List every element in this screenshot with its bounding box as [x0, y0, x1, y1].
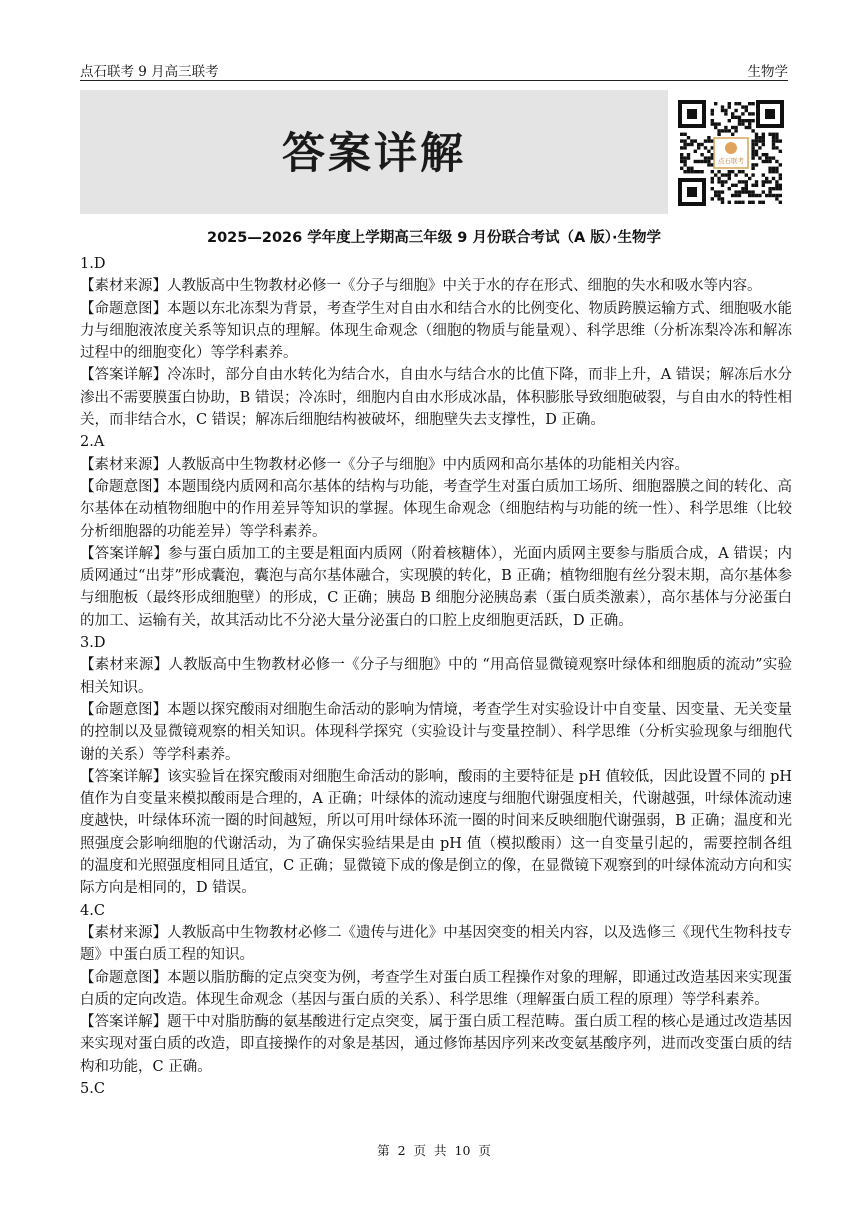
question-number: 1.D: [80, 256, 106, 272]
question-4: [80, 900, 792, 1078]
answer-explanation: 【答案详解】题干中对脂肪酶的氨基酸进行定点突变，属于蛋白质工程范畴。蛋白质工程的核心是通过改造基因来实现对蛋白质的改造，即直接操作的对象是基因，通过修饰基因序列来改变氨基酸序列，进而改变蛋白质的结构和功能，C 正确。: [80, 1014, 792, 1075]
answer-explanation: 【答案详解】参与蛋白质加工的主要是粗面内质网（附着核糖体），光面内质网主要参与脂质合成，A 错误；内质网通过“出芽”形成囊泡，囊泡与高尔基体融合，实现膜的转化，B 正确；植物细胞有丝分裂末期，高尔基体参与细胞板（最终形成细胞壁）的形成，C 正确；胰岛 B 细胞分泌胰岛素（蛋白质类激素），高尔基体与分泌蛋白的加工、运输有关，故其活动比不分泌大量分泌蛋白的口腔上皮细胞更活跃，D 正确。: [80, 545, 792, 629]
question-number: 5.C: [80, 1080, 105, 1097]
material-source: 【素材来源】人教版高中生物教材必修一《分子与细胞》中内质网和高尔基体的功能相关内容。: [80, 456, 689, 473]
qr-logo-text: 点石联考: [718, 157, 744, 165]
page-footer: [0, 1141, 868, 1159]
footer-label: 共: [434, 1143, 447, 1158]
question-1: [80, 253, 792, 431]
answer-explanation: 【答案详解】冷冻时，部分自由水转化为结合水，自由水与结合水的比值下降，而非上升，A 错误；解冻后水分渗出不需要膜蛋白协助，B 错误；冷冻时，细胞内自由水形成冰晶，体积膨胀导致细胞破裂，与自由水的特性相关，而非结合水，C 错误；解冻后细胞结构被破坏，细胞壁失去支撑性，D 正确。: [80, 367, 792, 429]
footer-label: 第: [377, 1143, 390, 1158]
header-subject: 生物学: [747, 64, 788, 80]
material-source: 【素材来源】人教版高中生物教材必修一《分子与细胞》中关于水的存在形式、细胞的失水和吸水等内容。: [80, 278, 762, 295]
question-5: [80, 1078, 792, 1100]
question-number: 3.D: [80, 635, 106, 652]
footer-page-number: 2: [397, 1143, 406, 1158]
material-source: 【素材来源】人教版高中生物教材必修一《分子与细胞》中的 “用高倍显微镜观察叶绿体和细胞质的流动”实验相关知识。: [80, 657, 792, 696]
header-exam-name: 点石联考 9 月高三联考: [80, 64, 219, 80]
design-intent: 【命题意图】本题以东北冻梨为背景，考查学生对自由水和结合水的比例变化、物质跨膜运输方式、细胞吸水能力与细胞液浓度关系等知识点的理解。体现生命观念（细胞的物质与能量观）、科学思维（分析冻梨冷冻和解冻过程中的细胞变化）等学科素养。: [80, 300, 792, 362]
exam-subtitle: 2025—2026 学年度上学期高三年级 9 月份联合考试（A 版）·生物学: [207, 230, 661, 246]
page-title: 答案详解: [282, 129, 466, 179]
design-intent: 【命题意图】本题以探究酸雨对细胞生命活动的影响为情境，考查学生对实验设计中自变量、因变量、无关变量的控制以及显微镜观察的相关知识。体现科学探究（实验设计与变量控制）、科学思维（分析实验现象与细胞代谢的关系）等学科素养。: [80, 701, 792, 763]
footer-label: 页: [413, 1143, 427, 1158]
question-2: [80, 431, 792, 632]
design-intent: 【命题意图】本题围绕内质网和高尔基体的结构与功能，考查学生对蛋白质加工场所、细胞器膜之间的转化、高尔基体在动植物细胞中的作用差异等知识的掌握。体现生命观念（细胞结构与功能的统一性）、科学思维（比较分析细胞器的功能差异）等学科素养。: [80, 478, 792, 540]
qr-code: [676, 98, 786, 208]
answer-content: [80, 253, 792, 1100]
design-intent: 【命题意图】本题以脂肪酶的定点突变为例，考查学生对蛋白质工程操作对象的理解，即通过改造基因来实现蛋白质的定向改造。体现生命观念（基因与蛋白质的关系）、科学思维（理解蛋白质工程的原理）等学科素养。: [80, 969, 792, 1008]
question-3: [80, 632, 792, 900]
question-number: 4.C: [80, 902, 105, 919]
footer-label: 页: [478, 1143, 491, 1158]
title-banner: [80, 90, 668, 214]
question-number: 2.A: [80, 434, 105, 451]
material-source: 【素材来源】人教版高中生物教材必修二《遗传与进化》中基因突变的相关内容，以及选修三《现代生物科技专题》中蛋白质工程的知识。: [80, 924, 792, 964]
page-header: [80, 58, 788, 81]
answer-explanation: 【答案详解】该实验旨在探究酸雨对细胞生命活动的影响，酸雨的主要特征是 pH 值较低，因此设置不同的 pH 值作为自变量来模拟酸雨是合理的，A 正确；叶绿体的流动速度与细胞代谢强度相关，代谢越强，叶绿体流动速度越快，叶绿体环流一圈的时间越短，所以可用叶绿体环流一圈的时间来反映细胞代谢强弱，B 正确；温度和光照强度会影响细胞的代谢活动，为了确保实验结果是由 pH 值（模拟酸雨）这一自变量引起的，需要控制各组的温度和光照强度相同且适宜，C 正确；显微镜下成的像是倒立的像，在显微镜下观察到的叶绿体流动方向和实际方向是相同的，D 错误。: [80, 768, 792, 897]
footer-total-pages: 10: [454, 1143, 471, 1158]
